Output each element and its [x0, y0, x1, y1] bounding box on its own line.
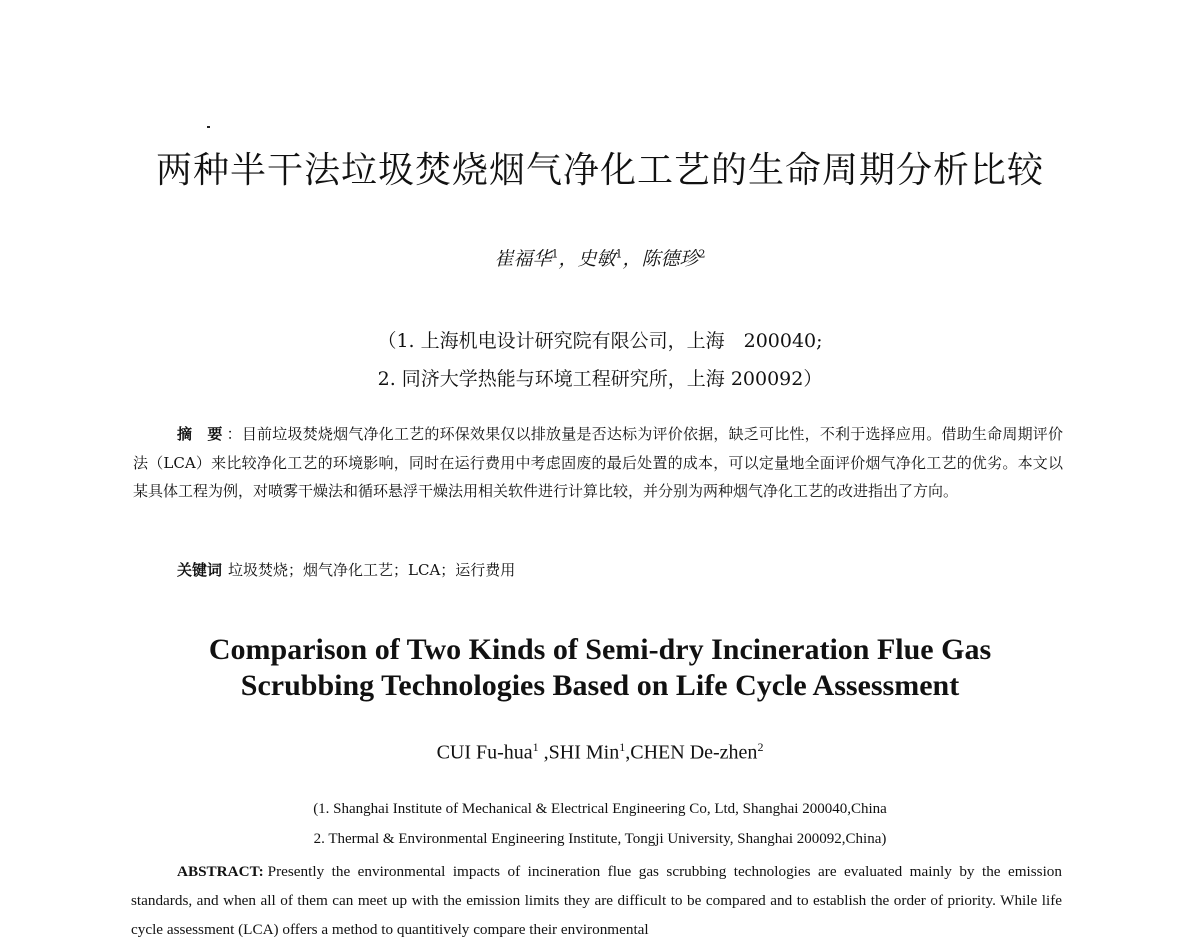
english-authors: [0, 740, 1200, 765]
author-affiliation-mark: 2: [757, 740, 764, 754]
chinese-keywords-label: 关键词: [177, 561, 223, 579]
chinese-affiliation-line-2: 2. 同济大学热能与环境工程研究所，上海 200092）: [377, 368, 823, 390]
author-affiliation-mark: 1: [615, 247, 623, 261]
author-separator: ，: [558, 248, 578, 270]
author-name: CUI Fu-hua: [436, 741, 533, 764]
english-abstract-label: ABSTRACT:: [177, 863, 264, 880]
chinese-affiliation-line-1: （1. 上海机电设计研究院有限公司，上海 200040;: [377, 330, 823, 352]
author-separator: ,: [538, 741, 549, 764]
chinese-abstract-label: 摘 要: [177, 425, 223, 443]
author-affiliation-mark: 1: [551, 247, 559, 261]
english-abstract: [131, 857, 1062, 944]
chinese-title: 两种半干法垃圾焚烧烟气净化工艺的生命周期分析比较: [155, 150, 1044, 191]
chinese-keywords-text: 垃圾焚烧；烟气净化工艺；LCA；运行费用: [228, 561, 516, 579]
english-affiliation-line-1: (1. Shanghai Institute of Mechanical & Electrical Engineering Co, Ltd, Shanghai 200040,China: [313, 801, 887, 817]
author-affiliation-mark: 2: [698, 247, 706, 261]
english-title-line-1: Comparison of Two Kinds of Semi-dry Incineration Flue Gas: [208, 633, 992, 666]
english-abstract-text: Presently the environmental impacts of incineration flue gas scrubbing technologies are evaluated mainly by the emission standards, and when all of them can meet up with the emission limits they are difficult to be compared and to establish the order of priority. While life cycle assessment (LCA) offers a method to quantitively compare their environmental: [131, 863, 1062, 938]
english-affiliation-line-2: 2. Thermal & Environmental Engineering Institute, Tongji University, Shanghai 200092,China): [313, 831, 887, 847]
author-name: 陈德珍: [641, 248, 699, 270]
chinese-authors: [0, 244, 1200, 271]
author-name: SHI Min: [548, 741, 620, 764]
author-name: CHEN De-zhen: [630, 741, 758, 764]
author-affiliation-mark: 1: [532, 740, 539, 754]
english-title: [0, 632, 1200, 704]
chinese-keywords: [177, 559, 515, 580]
author-separator: ,: [625, 741, 631, 764]
author-name: 崔福华: [494, 248, 552, 270]
chinese-abstract: [133, 420, 1063, 506]
chinese-abstract-text: ：目前垃圾焚烧烟气净化工艺的环保效果仅以排放量是否达标为评价依据，缺乏可比性，不利于选择应用。借助生命周期评价法（LCA）来比较净化工艺的环境影响，同时在运行费用中考虑固废的最后处置的成本，可以定量地全面评价烟气净化工艺的优劣。本文以某具体工程为例，对喷雾干燥法和循环悬浮干燥法用相关软件进行计算比较，并分别为两种烟气净化工艺的改进指出了方向。: [133, 425, 1063, 500]
author-separator: ，: [622, 248, 642, 270]
author-name: 史敏: [577, 248, 616, 270]
author-affiliation-mark: 1: [619, 740, 626, 754]
english-title-line-2: Scrubbing Technologies Based on Life Cycle Assessment: [240, 669, 960, 702]
stray-mark: [207, 126, 210, 128]
